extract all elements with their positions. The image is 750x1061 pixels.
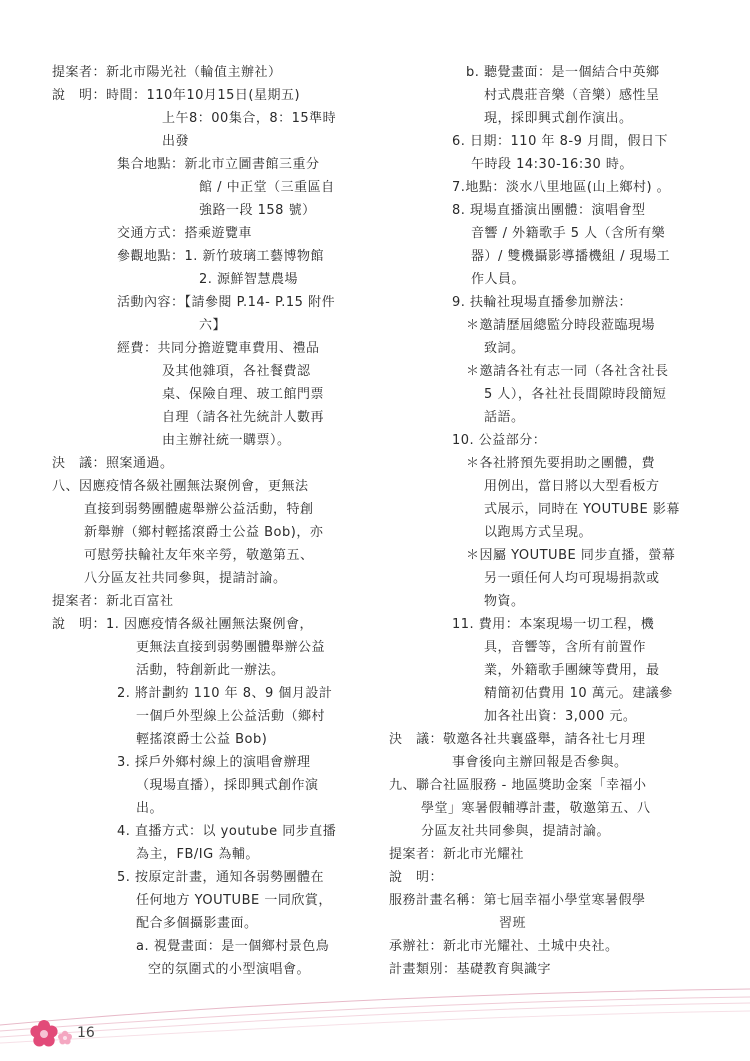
- text-line: 式展示，同時在 YOUTUBE 影幕: [484, 502, 680, 517]
- text-line: 計畫類別：基礎教育與識字: [389, 962, 552, 977]
- text-line: b. 聽覺畫面：是一個結合中英鄉: [466, 65, 660, 80]
- text-line: 直接到弱勢團體處舉辦公益活動，特創: [84, 502, 314, 517]
- text-line: 9. 扶輪社現場直播參加辦法：: [452, 295, 633, 310]
- text-line: 說 明：: [389, 870, 444, 885]
- text-line: 為主，FB/IG 為輔。: [136, 847, 259, 862]
- text-line: 交通方式：搭乘遊覽車: [117, 226, 253, 241]
- text-line: 自理（請各社先統計人數再: [162, 410, 325, 425]
- text-line: 一個戶外型線上公益活動（鄉村: [136, 709, 326, 724]
- text-line: 分區友社共同參與，提請討論。: [421, 824, 611, 839]
- text-line: 以跑馬方式呈現。: [484, 525, 593, 540]
- text-line: 習班: [499, 916, 527, 931]
- text-line: 館 / 中正堂（三重區自: [199, 180, 335, 195]
- text-line: 出發: [162, 134, 190, 149]
- text-line: 器）/ 雙機攝影導播機組 / 現場工: [471, 249, 671, 264]
- text-line: 致詞。: [484, 341, 525, 356]
- text-line: 精簡初估費用 10 萬元。建議參: [484, 686, 673, 701]
- text-line: 11. 費用：本案現場一切工程，機: [452, 617, 655, 632]
- text-line: 新舉辦（鄉村輕搖滾爵士公益 Bob)，亦: [84, 525, 324, 540]
- text-line: 2. 源鮮智慧農場: [199, 272, 299, 287]
- flower-icon: [28, 1014, 76, 1054]
- text-line: 上午8：00集合，8：15準時: [162, 111, 337, 126]
- text-line: 村式農莊音樂（音樂）感性呈: [484, 88, 660, 103]
- text-line: 出。: [136, 801, 164, 816]
- text-line: 更無法直接到弱勢團體舉辦公益: [136, 640, 326, 655]
- text-line: 活動內容：【請參閱 P.14- P.15 附件: [117, 295, 336, 310]
- text-line: ＊邀請歷屆總監分時段蒞臨現場: [466, 318, 656, 333]
- text-line: 提案者：新北百富社: [52, 594, 174, 609]
- text-line: a. 視覺畫面：是一個鄉村景色鳥: [136, 939, 330, 954]
- text-line: 參觀地點：1. 新竹玻璃工藝博物館: [117, 249, 325, 264]
- text-line: 5 人），各社社長間隙時段簡短: [484, 387, 667, 402]
- text-line: ＊各社將預先要捐助之團體，費: [466, 456, 656, 471]
- text-line: 8. 現場直播演出團體：演唱會型: [452, 203, 646, 218]
- text-line: 物資。: [484, 594, 525, 609]
- text-line: 輕搖滾爵士公益 Bob): [136, 732, 268, 747]
- text-line: 學堂」寒暑假輔導計畫，敬邀第五、八: [421, 801, 651, 816]
- text-line: 午時段 14:30-16:30 時。: [471, 157, 633, 172]
- text-line: 經費：共同分擔遊覽車費用、禮品: [117, 341, 320, 356]
- text-line: 活動，特創新此一辦法。: [136, 663, 285, 678]
- text-line: （現場直播），採即興式創作演: [136, 778, 319, 793]
- text-line: 具，音響等，含所有前置作: [484, 640, 647, 655]
- text-line: 八分區友社共同參與，提請討論。: [84, 571, 287, 586]
- text-line: 八、因應疫情各級社團無法聚例會，更無法: [52, 479, 309, 494]
- page-number: 16: [77, 1025, 95, 1041]
- text-line: 3. 採戶外鄉村線上的演唱會辦理: [117, 755, 311, 770]
- text-line: 7.地點：淡水八里地區(山上鄉村) 。: [452, 180, 671, 195]
- text-line: 2. 將計劃約 110 年 8、9 個月設計: [117, 686, 333, 701]
- text-line: 六】: [199, 318, 227, 333]
- text-line: 4. 直播方式：以 youtube 同步直播: [117, 824, 337, 839]
- text-line: 說 明：1. 因應疫情各級社團無法聚例會，: [52, 617, 314, 632]
- text-line: ＊因屬 YOUTUBE 同步直播，螢幕: [466, 548, 676, 563]
- text-line: 作人員。: [471, 272, 526, 287]
- text-line: 提案者：新北市光耀社: [389, 847, 525, 862]
- text-line: ＊邀請各社有志一同（各社含社長: [466, 364, 669, 379]
- text-line: 現，採即興式創作演出。: [484, 111, 633, 126]
- text-line: 由主辦社統一購票）。: [162, 433, 291, 448]
- text-line: 空的氛圍式的小型演唱會。: [148, 962, 311, 977]
- text-line: 任何地方 YOUTUBE 一同欣賞，: [136, 893, 332, 908]
- text-line: 話語。: [484, 410, 525, 425]
- text-line: 九、聯合社區服務 - 地區獎助金案「幸福小: [389, 778, 647, 793]
- text-line: 桌、保險自理、玻工館門票: [162, 387, 325, 402]
- text-line: 配合多個攝影畫面。: [136, 916, 258, 931]
- text-line: 承辦社：新北市光耀社、土城中央社。: [389, 939, 619, 954]
- text-line: 服務計畫名稱：第七屆幸福小學堂寒暑假學: [389, 893, 646, 908]
- text-line: 提案者：新北市陽光社（輪值主辦社）: [52, 65, 282, 80]
- text-line: 決 議：敬邀各社共襄盛舉，請各社七月理: [389, 732, 646, 747]
- text-line: 10. 公益部分：: [452, 433, 547, 448]
- text-line: 音響 / 外籍歌手 5 人（含所有樂: [471, 226, 666, 241]
- text-line: 及其他雜項，各社餐費認: [162, 364, 311, 379]
- text-line: 說 明：時間：110年10月15日(星期五): [52, 88, 301, 103]
- text-line: 用例出，當日將以大型看板方: [484, 479, 660, 494]
- text-line: 業，外籍歌手團練等費用，最: [484, 663, 660, 678]
- text-line: 5. 按原定計畫，通知各弱勢團體在: [117, 870, 325, 885]
- text-line: 事會後向主辦回報是否參與。: [452, 755, 628, 770]
- text-line: 6. 日期：110 年 8-9 月間，假日下: [452, 134, 668, 149]
- text-line: 加各社出資：3,000 元。: [484, 709, 637, 724]
- text-line: 強路一段 158 號）: [199, 203, 316, 218]
- text-line: 決 議：照案通過。: [52, 456, 174, 471]
- text-line: 集合地點：新北市立圖書館三重分: [117, 157, 320, 172]
- footer-decoration: [0, 985, 750, 1061]
- text-line: 另一頭任何人均可現場捐款或: [484, 571, 660, 586]
- text-line: 可慰勞扶輪社友年來辛勞，敬邀第五、: [84, 548, 314, 563]
